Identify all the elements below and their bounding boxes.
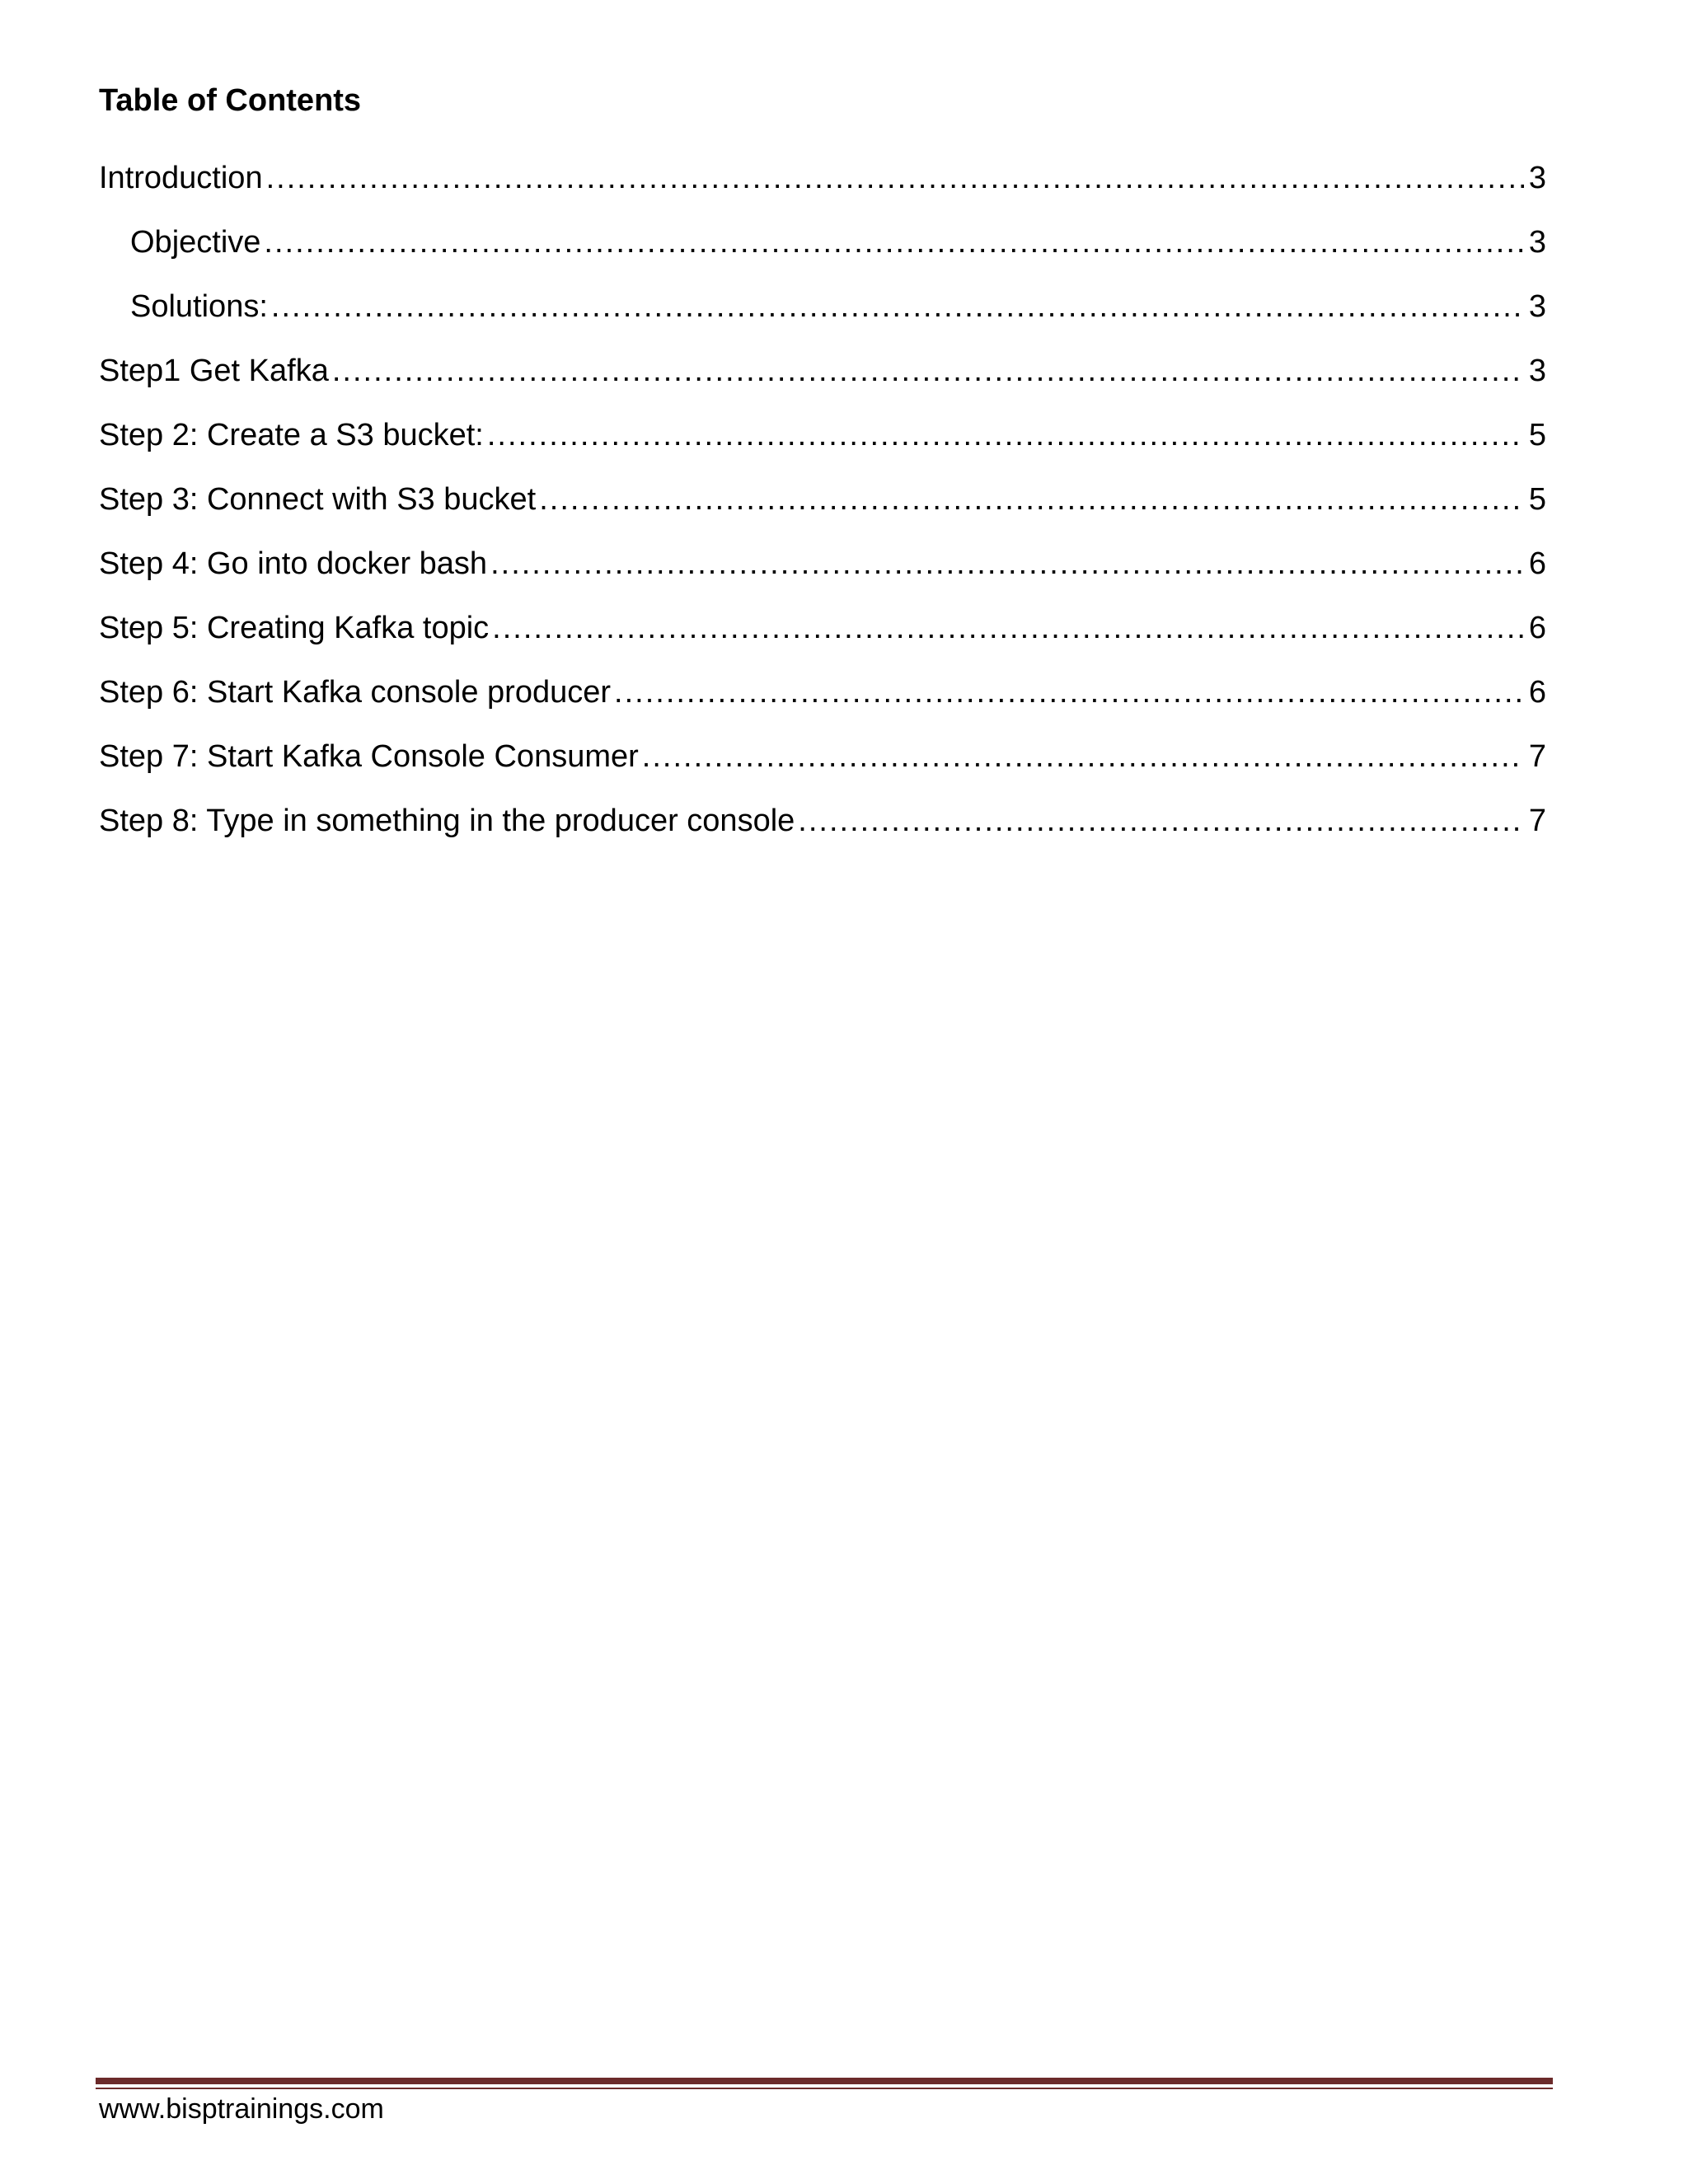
toc-entry-label: Introduction [99,161,263,195]
toc-dot-leader [798,799,1524,842]
toc-entry-step7[interactable] [99,735,1546,799]
toc-entry-label: Step 5: Creating Kafka topic [99,611,490,645]
toc-entry-page: 5 [1528,418,1546,452]
toc-entry-step4[interactable] [99,542,1546,607]
toc-dot-leader [487,414,1524,457]
toc-entry-label: Solutions: [130,289,268,324]
toc-dot-leader [332,349,1524,392]
toc-entry-introduction[interactable] [99,157,1546,221]
toc-entry-page: 7 [1528,804,1546,838]
toc-entry-page: 7 [1528,739,1546,774]
toc-entry-label: Step 8: Type in something in the producer console [99,804,795,838]
toc-entry-label: Step1 Get Kafka [99,354,329,388]
toc-entry-step2[interactable] [99,414,1546,478]
toc-dot-leader [490,542,1524,585]
toc-entry-step1[interactable] [99,349,1546,414]
footer-divider-thick [96,2078,1553,2084]
toc-entry-label: Step 7: Start Kafka Console Consumer [99,739,639,774]
toc-entry-step5[interactable] [99,607,1546,671]
footer-divider-thin [96,2088,1553,2089]
toc-entry-solutions[interactable] [99,285,1546,349]
toc-dot-leader [539,478,1524,521]
toc-dot-leader [271,285,1524,328]
toc-entry-page: 5 [1528,482,1546,517]
toc-dot-leader [614,671,1524,714]
toc-entry-page: 3 [1528,225,1546,260]
toc-entry-objective[interactable] [99,221,1546,285]
toc-dot-leader [492,607,1524,649]
toc-dot-leader [266,157,1524,199]
toc-entry-label: Step 3: Connect with S3 bucket [99,482,537,517]
toc-dot-leader [642,735,1524,778]
toc-entry-label: Step 4: Go into docker bash [99,546,488,581]
toc-entry-step6[interactable] [99,671,1546,735]
toc-entry-page: 3 [1528,354,1546,388]
footer-divider [96,2078,1553,2091]
toc-entry-page: 3 [1528,289,1546,324]
toc-title: Table of Contents [99,83,362,118]
toc-entry-step3[interactable] [99,478,1546,542]
toc-entry-page: 6 [1528,675,1546,710]
toc-entry-label: Step 2: Create a S3 bucket: [99,418,484,452]
toc-entry-label: Step 6: Start Kafka console producer [99,675,612,710]
toc-dot-leader [264,221,1523,264]
toc-entry-page: 6 [1528,611,1546,645]
toc-entry-label: Objective [130,225,261,260]
toc-list [99,157,1546,864]
footer-url[interactable]: www.bisptrainings.com [99,2093,384,2125]
toc-entry-page: 6 [1528,546,1546,581]
toc-entry-step8[interactable] [99,799,1546,864]
toc-entry-page: 3 [1528,161,1546,195]
